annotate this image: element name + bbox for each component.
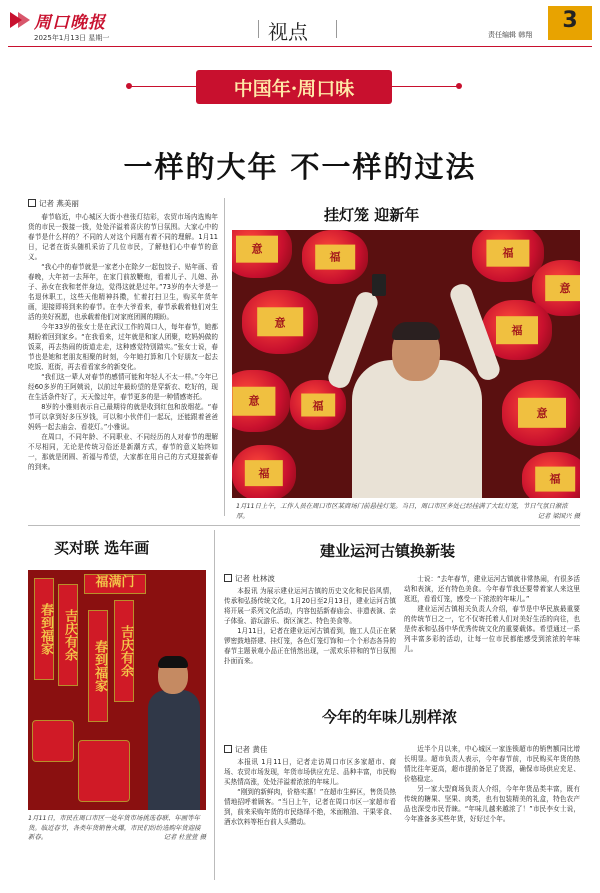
article1-paragraph-4: “我们这一辈人对春节的感情可能和年轻人不太一样。”今年已经60多岁的王阿姨说，以前过年最盼望的是穿新衣、吃好的，现在生活条件好了，天天像过年，春节更多的是一种情感寄托。	[28, 373, 218, 401]
article1-paragraph-5: 8岁的小雅则表示自己最期待的就是收到红包和放烟花。“春节可以拿到好多压岁钱，可以和小伙伴们一起玩，还能跟着爸爸妈妈一起去庙会、看花灯。”小雅说。	[28, 403, 218, 431]
section-title: 视点	[268, 20, 308, 44]
section-rule	[28, 525, 580, 526]
couplet-middle: 春到福家	[88, 610, 108, 722]
banner-ornament-left-icon	[126, 83, 132, 89]
banner-line-left	[130, 86, 196, 87]
lantern: 福	[290, 380, 346, 430]
article2-col1	[224, 586, 396, 696]
article3-col1-paragraph-2: “刚到的新鲜肉，价格实惠！”在超市生鲜区，售货员热情地招呼着顾客。“当日上午，记者在周口市区一家超市看到，前来采购年货的市民络绎不绝，米面粮油、干果零食、酒水饮料等柜台前人头攒动。	[224, 788, 396, 826]
lantern: 意	[232, 370, 290, 432]
lantern: 福	[522, 452, 580, 498]
article1-paragraph-2: “我心中的春节就是一家老小在除夕一起包饺子、贴年画、看春晚，大年初一去拜年，在家门前放鞭炮，看着儿子、儿媳、孙子、孙女在我和老伴身边，觉得这就是过年。”73岁的李大爷是一名退休职工，这些天他精神抖擞，忙着打扫卫生，购买年货年画，迎接即将到来的春节。在李大爷看来，春节承载着他们对生活的美好祝愿，也承载着他们对家庭团圆的期盼。	[28, 263, 218, 321]
photo1-credit: 记者 梁国兴 摄	[537, 511, 580, 520]
lantern: 福	[482, 300, 552, 360]
article1-byline: 记者 燕美丽	[28, 198, 79, 209]
section-divider-left	[258, 20, 259, 38]
article2-subhead: 建业运河古镇换新装	[320, 542, 456, 560]
section-divider-right	[336, 20, 337, 38]
lantern: 意	[532, 260, 580, 316]
shopper-figure	[148, 690, 200, 810]
masthead-chevron-icon-2	[18, 12, 30, 28]
banner-ornament-right-icon	[456, 83, 462, 89]
couplet-top: 福满门	[84, 574, 146, 594]
date-line: 2025年1月13日 星期一	[34, 34, 110, 42]
photo1-subhead: 挂灯笼 迎新年	[324, 206, 420, 224]
article3-col2	[404, 744, 580, 882]
shopper-hair	[158, 656, 188, 668]
article3-col2-paragraph-2: 另一家大型商场负责人介绍，今年年货品类丰富，既有传统的糖果、坚果、肉类，也有包装精美的礼盒，特色农产品也深受市民青睐。“年味儿越来越浓了！”市民李女士说，今年准备多买些年货，好好过个年。	[404, 785, 580, 823]
editor-line: 责任编辑 韩翔	[488, 31, 533, 39]
couplet-left: 春到福家	[34, 578, 54, 680]
column-divider-2	[214, 530, 215, 880]
photo2-credit: 记者 杜萱萱 摄	[163, 833, 206, 841]
lantern: 意	[242, 290, 318, 354]
article3-col1	[224, 757, 396, 882]
lantern: 意	[502, 380, 580, 446]
lantern: 福	[472, 230, 544, 282]
photo2-caption-text: 1月11日，市民在周口市区一处年货市场挑选春联、年画等年货。临近春节，各类年货销售火爆，市民们纷纷选购年货迎接新春。	[28, 814, 201, 841]
photo2-caption	[28, 814, 206, 843]
column-banner-text: 中国年·周口味	[233, 78, 355, 100]
article2-col1-paragraph-2: 1月11日，记者在建业运河古镇看到，施工人员正在紧锣密鼓地搭建、挂灯笼，各色灯笼灯饰和一个个形态各异的春节主题景观小品正在悄然出现，一派欢乐祥和的节日氛围扑面而来。	[224, 627, 396, 665]
red-envelope-stack	[78, 740, 130, 802]
article3-byline: 记者 黄佳	[224, 744, 267, 755]
masthead-rule	[8, 46, 592, 47]
photo-lanterns	[232, 230, 580, 498]
photo-couplets	[28, 570, 206, 810]
article2-col2	[404, 574, 580, 696]
photo2-subhead: 买对联 选年画	[54, 539, 150, 557]
fu-decoration	[32, 720, 74, 762]
photo1-caption	[236, 502, 580, 521]
phone-icon	[372, 274, 386, 296]
paper-name: 周口晚报	[34, 13, 106, 33]
article1-paragraph-1: 春节临近，中心城区大街小巷张灯结彩，农贸市场内选购年货的市民一拨接一拨，处处洋溢着喜庆的节日氛围。大家心中的春节是什么样的？不同的人对这个问题有着不同的理解。1月11日，记者在街头随机采访了几位市民，了解他们心中春节的意义。	[28, 213, 218, 261]
main-headline: 一样的大年 不一样的过法	[123, 150, 477, 184]
article2-col2-paragraph-1: 士说：“去年春节，建业运河古镇就非常热闹，有很多活动和表演，还有特色美食。今年春节我还要带着家人来这里逛逛，看看灯笼，感受一下浓浓的年味儿。”	[404, 575, 580, 603]
article1-paragraph-6: 在周口，不同年龄、不同职业、不同经历的人对春节的理解不尽相同，无论是传统习俗还是新潮方式，春节的意义始终如一，那就是团圆、祈福与希望，大家都在用自己的方式迎接新春的到来。	[28, 433, 218, 471]
article2-col1-paragraph-1: 本报讯 为展示建业运河古镇的历史文化和民俗风情，传承和弘扬传统文化，1月20日至2月13日，建业运河古镇将开展一系列文化活动，内容包括新春庙会、非遗表演、亲子体验、游玩游乐、街区演艺、特色美食等。	[224, 587, 396, 625]
article1-paragraph-3: 今年33岁的张女士是在武汉工作的周口人，每年春节，她都期盼着回到家乡。“在我看来，过年就是和家人团聚，吃妈妈做的饭菜，再去热闹的街道走走，这种感觉特别踏实。”张女士说，春节也是她和老朋友相聚的时刻，今年她打算和几个好朋友一起去吃饭、逛街，再去看看家乡的新变化。	[28, 323, 218, 371]
column-divider	[224, 198, 225, 516]
banner-line-right	[392, 86, 458, 87]
article2-byline: 记者 杜林波	[224, 573, 275, 584]
couplet-right: 吉庆有余	[58, 584, 78, 686]
page-number: 3	[562, 8, 578, 33]
lantern: 福	[302, 230, 368, 284]
article3-col2-paragraph-1: 近半个月以来，中心城区一家连锁超市的销售额同比增长明显。超市负责人表示，今年春节前，市民购买年货的热情比往年更高，超市提前备足了货源，确保市场供应充足、价格稳定。	[404, 745, 580, 783]
article2-col2-paragraph-2: 建业运河古镇相关负责人介绍，春节是中华民族最重要的传统节日之一，它不仅寄托着人们对美好生活的向往，也是传承和弘扬中华优秀传统文化的重要载体。希望通过一系列丰富多彩的活动，让每一位市民都能感受到浓浓的年味儿。	[404, 605, 580, 653]
worker-hair	[392, 322, 440, 340]
photo1-caption-text: 1月11日上午，工作人员在周口市区某商场门前悬挂灯笼。当日，周口市区多处已经挂满了大红灯笼，节日气氛日渐浓厚。	[236, 502, 568, 520]
lantern: 意	[232, 230, 292, 278]
article3-subhead: 今年的年味儿别样浓	[322, 708, 458, 726]
couplet-middle-2: 吉庆有余	[114, 600, 134, 702]
article3-col1-paragraph-1: 本报讯 1月11日，记者走访周口市区多家超市、商场、农贸市场发现，年货市场供应充足、品种丰富，市民购买热情高涨，处处洋溢着浓浓的年味儿。	[224, 758, 396, 786]
article1-body	[28, 212, 218, 512]
lantern: 福	[232, 445, 296, 498]
